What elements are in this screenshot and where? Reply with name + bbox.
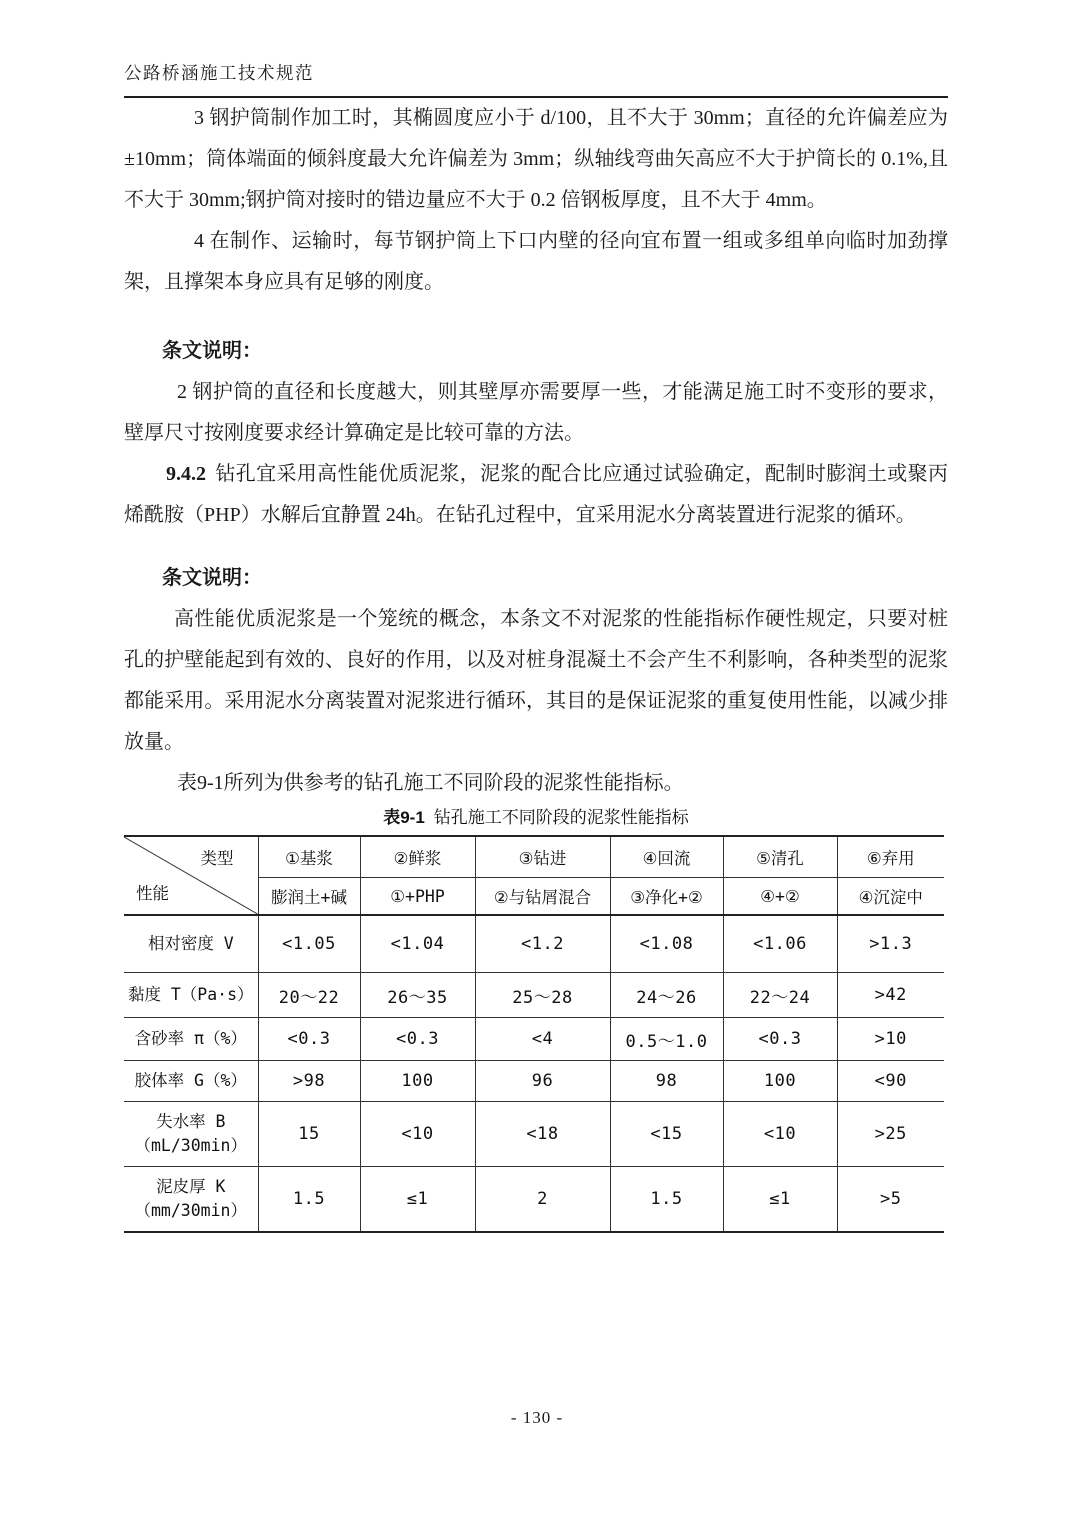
value-cell: <1.06 [723,915,837,973]
composition-header-cell: ④沉淀中 [837,878,944,916]
stage-header-cell: ②鲜浆 [360,836,475,878]
composition-header-cell: ②与钻屑混合 [475,878,610,916]
composition-header-cell: 膨润土+碱 [258,878,360,916]
value-cell: 0.5～1.0 [610,1018,723,1061]
value-cell: >10 [837,1018,944,1061]
corner-label-performance: 性能 [136,884,169,903]
running-head: 公路桥涵施工技术规范 [124,0,948,98]
row-label-cell [124,1167,258,1233]
value-cell: ≤1 [360,1167,475,1233]
row-label-cell [124,1102,258,1167]
value-cell: <10 [723,1102,837,1167]
value-cell: >25 [837,1102,944,1167]
composition-header-cell: ①+PHP [360,878,475,916]
stage-header-cell: ③钻进 [475,836,610,878]
note-2a-paragraph: 高性能优质泥浆是一个笼统的概念，本条文不对泥浆的性能指标作硬性规定，只要对桩孔的护壁能起到有效的、良好的作用，以及对桩身混凝土不会产生不利影响，各种类型的泥浆都能采用。采用泥水分离装置对泥浆进行循环，其目的是保证泥浆的重复使用性能，以减少排放量。 [124,608,948,753]
value-cell: 1.5 [610,1167,723,1233]
value-cell: 98 [610,1061,723,1102]
value-cell: 100 [360,1061,475,1102]
note-2b-paragraph: 表9-1所列为供参考的钻孔施工不同阶段的泥浆性能指标。 [177,772,684,794]
value-cell: <1.05 [258,915,360,973]
clause-3-paragraph: 3 钢护筒制作加工时，其椭圆度应小于 d/100，且不大于 30mm；直径的允许偏差应为±10mm；筒体端面的倾斜度最大允许偏差为 3mm；纵轴线弯曲矢高应不大于护筒长的 0.1%,且不大于 30mm;钢护筒对接时的错边量应不大于 0.2 倍钢板厚度，且不大于 4mm。 [124,107,948,211]
table-row [124,1061,944,1102]
value-cell: >1.3 [837,915,944,973]
row-label-cell: 胶体率 G（%） [124,1061,258,1102]
value-cell: 1.5 [258,1167,360,1233]
row-label-line1: 失水率 B [156,1112,226,1131]
value-cell: <10 [360,1102,475,1167]
stage-header-cell: ④回流 [610,836,723,878]
table-row [124,1018,944,1061]
value-cell: 22～24 [723,973,837,1018]
stage-header-cell: ⑤清孔 [723,836,837,878]
clause-942-number: 9.4.2 [166,463,206,485]
value-cell: <18 [475,1102,610,1167]
value-cell: ≤1 [723,1167,837,1233]
value-cell: <4 [475,1018,610,1061]
row-label-line1: 泥皮厚 K [156,1177,226,1196]
value-cell: 25～28 [475,973,610,1018]
value-cell: <15 [610,1102,723,1167]
row-label-line2: （mm/30min） [134,1201,247,1220]
table-caption-number: 表9-1 [383,808,425,827]
clause-942-text: 钻孔宜采用高性能优质泥浆，泥浆的配合比应通过试验确定，配制时膨润土或聚丙烯酰胺（PHP）水解后宜静置 24h。在钻孔过程中，宜采用泥水分离装置进行泥浆的循环。 [124,463,948,526]
value-cell: 15 [258,1102,360,1167]
value-cell: 20～22 [258,973,360,1018]
row-label-line2: （mL/30min） [134,1136,247,1155]
notes-heading-1: 条文说明： [162,340,262,362]
value-cell: 26～35 [360,973,475,1018]
corner-label-type: 类型 [200,849,234,868]
value-cell: >5 [837,1167,944,1233]
value-cell: >42 [837,973,944,1018]
mud-performance-table [124,835,944,1233]
value-cell: <0.3 [723,1018,837,1061]
page-number: - 130 - [510,1408,564,1427]
value-cell: 96 [475,1061,610,1102]
value-cell: <90 [837,1061,944,1102]
table-row [124,1167,944,1233]
note-1-paragraph: 2 钢护筒的直径和长度越大，则其壁厚亦需要厚一些，才能满足施工时不变形的要求，壁厚尺寸按刚度要求经计算确定是比较可靠的方法。 [124,381,948,444]
table-corner-cell [124,836,258,915]
stage-header-cell: ⑥弃用 [837,836,944,878]
composition-header-cell: ③净化+② [610,878,723,916]
notes-heading-2: 条文说明： [162,567,262,589]
table-row [124,915,944,973]
value-cell: 100 [723,1061,837,1102]
clause-942-paragraph [124,454,948,536]
row-label-cell: 含砂率 π（%） [124,1018,258,1061]
clause-4-paragraph: 4 在制作、运输时，每节钢护筒上下口内壁的径向宜布置一组或多组单向临时加劲撑架，且撑架本身应具有足够的刚度。 [124,230,948,293]
row-label-cell: 相对密度 V [124,915,258,973]
value-cell: 2 [475,1167,610,1233]
table-caption-text: 钻孔施工不同阶段的泥浆性能指标 [433,808,689,827]
row-label-cell: 黏度 T（Pa·s） [124,973,258,1018]
table-caption [124,806,948,830]
composition-header-cell: ④+② [723,878,837,916]
table-header-row-stage [124,836,944,878]
stage-header-cell: ①基浆 [258,836,360,878]
table-row [124,973,944,1018]
value-cell: <0.3 [258,1018,360,1061]
value-cell: <0.3 [360,1018,475,1061]
value-cell: 24～26 [610,973,723,1018]
table-row [124,1102,944,1167]
value-cell: <1.04 [360,915,475,973]
value-cell: >98 [258,1061,360,1102]
value-cell: <1.2 [475,915,610,973]
value-cell: <1.08 [610,915,723,973]
